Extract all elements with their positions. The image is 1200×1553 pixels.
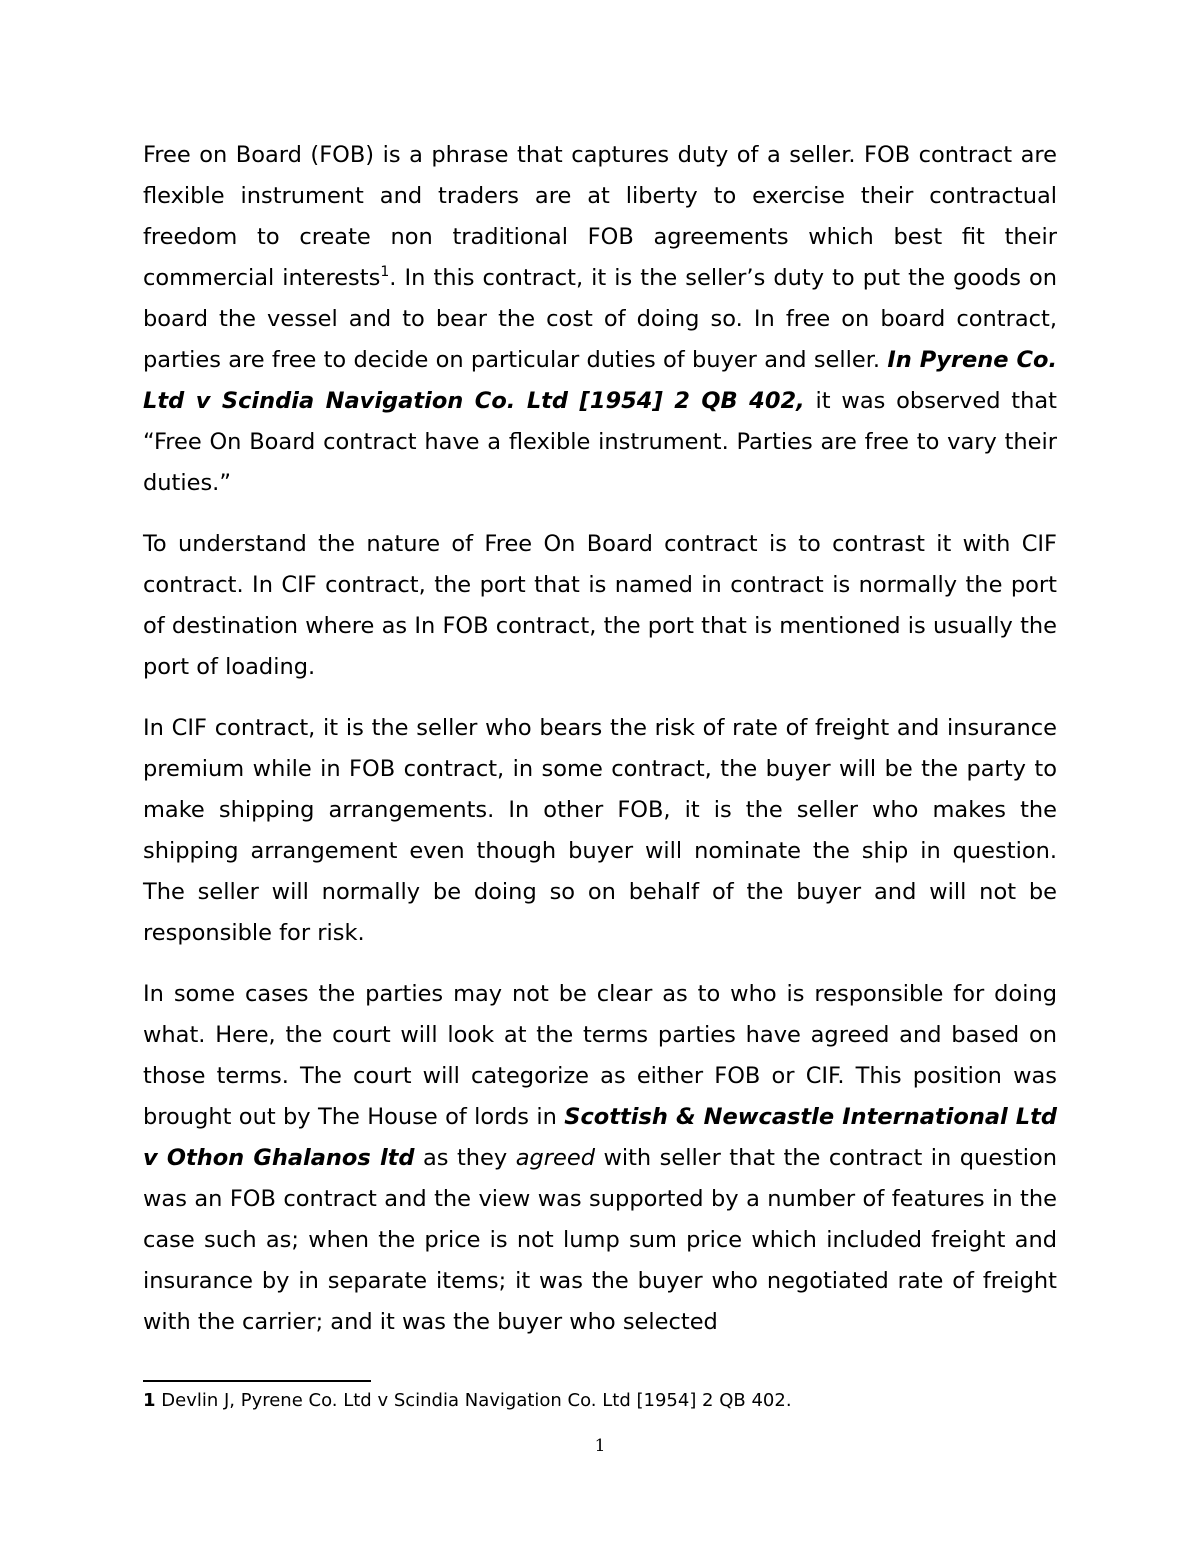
paragraph-fob-definition — [143, 135, 1057, 504]
paragraph-text: In CIF contract, it is the seller who bears the risk of rate of freight and insurance premium while in FOB contract, in some contract, the buyer will be the party to make shipping arrangements. In other FOB, it is the seller who makes the shipping arrangement even though buyer will nominate the ship in question. The seller will normally be doing so on behalf of the buyer and will not be responsible for risk. — [143, 715, 1057, 946]
paragraph-text: as they — [414, 1145, 516, 1171]
paragraph-text: it was observed that “Free On Board contract have a flexible instrument. Parties are free to vary their duties.” — [143, 388, 1057, 496]
footnote-reference[interactable]: 1 — [380, 264, 390, 280]
paragraph-text: In some cases the parties may not be clear as to who is responsible for doing what. Here, the court will look at the terms parties have agreed and based on those terms. The court will categorize as either FOB or CIF. This position was brought out by The House of lords in — [143, 981, 1057, 1130]
document-body — [143, 135, 1057, 1363]
footnote-number: 1 — [143, 1390, 156, 1411]
paragraph-text: with seller that the contract in question was an FOB contract and the view was supported by a number of features in the case such as; when the price is not lump sum price which included freight and insurance by in separate items; it was the buyer who negotiated rate of freight with the carrier; and it was the buyer who selected — [143, 1145, 1057, 1335]
case-citation-scottish-newcastle: Scottish & Newcastle International Ltd v Othon Ghalanos ltd — [143, 1104, 1057, 1171]
footnote-separator — [143, 1380, 371, 1382]
paragraph-text: To understand the nature of Free On Board contract is to contrast it with CIF contract. In CIF contract, the port that is named in contract is normally the port of destination where as In FOB contract, the port that is mentioned is usually the port of loading. — [143, 531, 1057, 680]
emphasis-agreed: agreed — [515, 1145, 595, 1171]
paragraph-text: . In this contract, it is the seller’s duty to put the goods on board the vessel and to bear the cost of doing so. In free on board contract, parties are free to decide on particular duties of buyer and seller. — [143, 265, 1057, 373]
footnote-text: Devlin J, Pyrene Co. Ltd v Scindia Navigation Co. Ltd [1954] 2 QB 402. — [155, 1390, 792, 1411]
page-number: 1 — [594, 1436, 606, 1456]
case-citation-pyrene: In Pyrene Co. Ltd v Scindia Navigation Co. Ltd [1954] 2 QB 402, — [143, 347, 1057, 414]
paragraph-court-categorization — [143, 974, 1057, 1343]
paragraph-text: Free on Board (FOB) is a phrase that captures duty of a seller. FOB contract are flexible instrument and traders are at liberty to exercise their contractual freedom to create non traditional FOB agreements which best fit their commercial interests — [143, 142, 1057, 291]
paragraph-fob-vs-cif — [143, 524, 1057, 688]
paragraph-risk-allocation — [143, 708, 1057, 954]
footnote — [143, 1388, 1057, 1414]
